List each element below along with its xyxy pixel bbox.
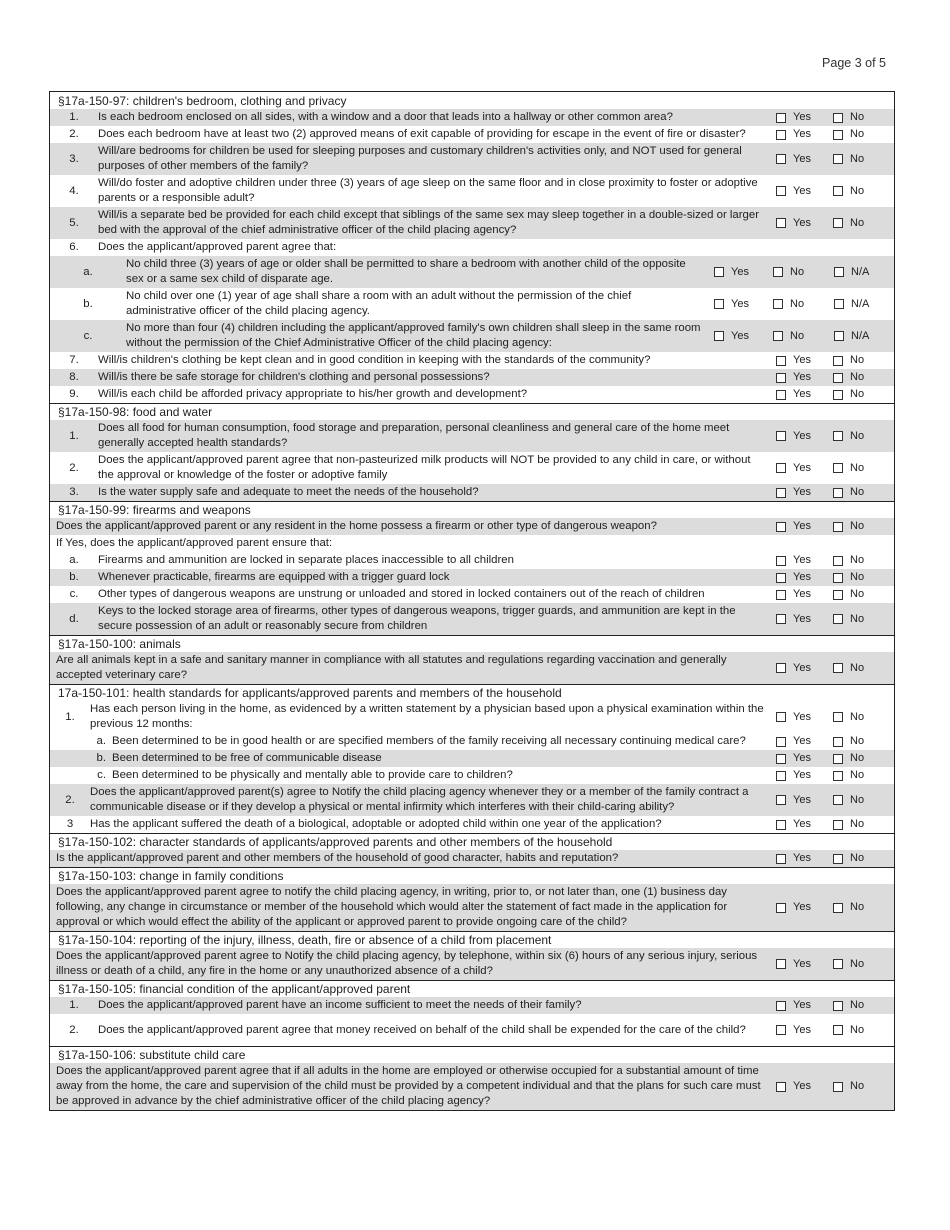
no-checkbox[interactable]: No: [833, 612, 890, 627]
sub-question-letter: b.: [69, 571, 79, 583]
question-text: Does the applicant/approved parent agree to notify the child placing agency, in writing, prior to, or not later than, one (1) business day following, any change in circumstance or member of the household which would alter the statement of fact made in the application for approval or which would effect the ability of the applicant or approved parent to provide ongoing care of the child?: [56, 886, 728, 928]
question-row: [50, 207, 894, 239]
yes-checkbox[interactable]: Yes: [776, 661, 833, 676]
question-row: [50, 884, 894, 931]
question-text: Does the applicant/approved parent or any resident in the home possess a firearm or other type of dangerous weapon?: [56, 520, 657, 532]
yes-checkbox[interactable]: Yes: [714, 297, 773, 312]
checklist-form: [49, 91, 895, 1111]
no-checkbox[interactable]: No: [833, 768, 890, 783]
question-row: [50, 518, 894, 535]
yes-checkbox[interactable]: Yes: [776, 387, 833, 402]
sub-question-letter: d.: [69, 612, 79, 625]
no-checkbox[interactable]: No: [833, 184, 890, 199]
question-text: Been determined to be free of communicable disease: [112, 752, 382, 764]
question-text: Is the applicant/approved parent and other members of the household of good character, habits and reputation?: [56, 852, 619, 864]
sub-question-letter: c.: [83, 329, 93, 342]
question-text: Does all food for human consumption, food storage and preparation, personal cleanliness and general care of the home meet generally accepted health standards?: [98, 422, 730, 449]
no-checkbox[interactable]: No: [833, 152, 890, 167]
no-checkbox[interactable]: No: [833, 587, 890, 602]
sub-question-letter: a.: [83, 265, 93, 278]
question-row: [50, 784, 894, 816]
question-number: 2.: [65, 793, 75, 806]
question-row: [50, 239, 894, 256]
question-text: No child three (3) years of age or older shall be permitted to share a bedroom with another child of the opposite sex or a same sex child of disparate age.: [126, 258, 686, 285]
question-row: [50, 948, 894, 980]
yes-checkbox[interactable]: Yes: [776, 353, 833, 368]
no-checkbox[interactable]: No: [833, 661, 890, 676]
no-checkbox[interactable]: No: [833, 216, 890, 231]
section-header-103: §17a-150-103: change in family conditions: [50, 867, 894, 884]
no-checkbox[interactable]: No: [833, 519, 890, 534]
question-number: 8.: [69, 371, 79, 383]
question-number: 3: [66, 818, 74, 830]
page-number: Page 3 of 5: [822, 56, 886, 70]
question-number: 2.: [69, 1023, 79, 1036]
no-checkbox[interactable]: No: [833, 793, 890, 808]
section-header-98: §17a-150-98: food and water: [50, 403, 894, 420]
sub-question-letter: a.: [96, 735, 106, 747]
question-text: Does the applicant/approved parent agree that if all adults in the home are employed or otherwise occupied for a substantial amount of time away from the home, the care and supervision of the child must be provided by a competent individual and that the plans for such care must be approved in advance by the chief administrative officer of the child placing agency?: [56, 1065, 761, 1107]
no-checkbox[interactable]: No: [833, 110, 890, 125]
question-text: Does the applicant/approved parent agree that:: [98, 241, 337, 253]
question-row: [50, 701, 894, 733]
question-number: 7.: [69, 354, 79, 366]
section-header-105: §17a-150-105: financial condition of the applicant/approved parent: [50, 980, 894, 997]
question-text: Will/is each child be afforded privacy appropriate to his/her growth and development?: [98, 388, 528, 400]
no-checkbox[interactable]: No: [773, 297, 832, 312]
sub-question-letter: c.: [97, 769, 106, 781]
question-text: Does the applicant/approved parent(s) agree to Notify the child placing agency whenever they or a member of the family contract a communicable disease or if they develop a physical or mental infirmity which interferes with their child-caring ability?: [90, 786, 749, 813]
question-text: Will/is there be safe storage for children's clothing and personal possessions?: [98, 371, 490, 383]
section-header-104: §17a-150-104: reporting of the injury, illness, death, fire or absence of a child from placement: [50, 931, 894, 948]
question-row: [50, 997, 894, 1014]
yes-checkbox[interactable]: Yes: [776, 1079, 833, 1094]
question-text: Firearms and ammunition are locked in separate places inaccessible to all children: [98, 554, 514, 566]
yes-checkbox[interactable]: Yes: [776, 110, 833, 125]
sub-question-row: [50, 569, 894, 586]
no-checkbox[interactable]: No: [833, 817, 890, 832]
yes-checkbox[interactable]: Yes: [776, 957, 833, 972]
question-text: Does the applicant/approved parent have an income sufficient to meet the needs of their family?: [98, 999, 582, 1011]
question-row: [50, 484, 894, 501]
question-row: [50, 420, 894, 452]
sub-question-letter: c.: [69, 588, 79, 600]
question-text: Will/is a separate bed be provided for each child except that siblings of the same sex may sleep together in a double-sized or larger bed with the approval of the chief administrative officer of the child placing agency?: [98, 209, 760, 236]
yes-checkbox[interactable]: Yes: [776, 793, 833, 808]
question-row: [50, 452, 894, 484]
yes-checkbox[interactable]: Yes: [776, 851, 833, 866]
yes-checkbox[interactable]: Yes: [714, 329, 773, 344]
question-text: Has each person living in the home, as evidenced by a written statement by a physician based upon a physical examination within the previous 12 months:: [90, 703, 764, 730]
question-number: 1.: [69, 999, 79, 1011]
question-text: Been determined to be in good health or are specified members of the family receiving all necessary continuing medical care?: [112, 735, 746, 747]
sub-question-row: [50, 586, 894, 603]
sub-question-row: [50, 750, 894, 767]
no-checkbox[interactable]: No: [833, 353, 890, 368]
section-header-106: §17a-150-106: substitute child care: [50, 1046, 894, 1063]
question-text: Does the applicant/approved parent agree that money received on behalf of the child shall be expended for the care of the child?: [98, 1023, 746, 1036]
question-row: [50, 352, 894, 369]
na-checkbox[interactable]: N/A: [834, 297, 893, 312]
yes-checkbox[interactable]: Yes: [776, 216, 833, 231]
question-number: 3.: [69, 152, 79, 165]
question-number: 4.: [69, 184, 79, 197]
question-row: [50, 1063, 894, 1110]
question-row: [50, 816, 894, 833]
question-number: 1.: [69, 429, 79, 442]
yes-checkbox[interactable]: Yes: [776, 184, 833, 199]
yes-checkbox[interactable]: Yes: [776, 1023, 833, 1038]
question-number: 9.: [69, 388, 79, 400]
yes-checkbox[interactable]: Yes: [776, 553, 833, 568]
na-checkbox[interactable]: N/A: [834, 329, 893, 344]
sub-question-row: [50, 733, 894, 750]
no-checkbox[interactable]: No: [833, 570, 890, 585]
yes-checkbox[interactable]: Yes: [776, 998, 833, 1013]
sub-question-row: [50, 320, 894, 352]
question-text: No more than four (4) children including the applicant/approved family's own children shall sleep in the same room without the permission of the Chief Administrative Officer of the child placing agency:: [126, 322, 701, 349]
no-checkbox[interactable]: No: [833, 751, 890, 766]
question-row: [50, 652, 894, 684]
sub-question-row: [50, 256, 894, 288]
no-checkbox[interactable]: No: [833, 710, 890, 725]
section-header-100: §17a-150-100: animals: [50, 635, 894, 652]
question-text: Will/do foster and adoptive children under three (3) years of age sleep on the same floor and in close proximity to foster or adoptive parents or a responsible adult?: [98, 177, 758, 204]
yes-checkbox[interactable]: Yes: [776, 817, 833, 832]
no-checkbox[interactable]: No: [833, 461, 890, 476]
no-checkbox[interactable]: No: [833, 900, 890, 915]
question-text: Other types of dangerous weapons are unstrung or unloaded and stored in locked containers out of the reach of children: [98, 588, 705, 600]
yes-checkbox[interactable]: Yes: [776, 461, 833, 476]
question-text: Whenever practicable, firearms are equipped with a trigger guard lock: [98, 571, 450, 583]
yes-checkbox[interactable]: Yes: [776, 734, 833, 749]
no-checkbox[interactable]: No: [833, 127, 890, 142]
question-row: [50, 126, 894, 143]
yes-checkbox[interactable]: Yes: [776, 900, 833, 915]
yes-checkbox[interactable]: Yes: [776, 370, 833, 385]
sub-question-row: [50, 288, 894, 320]
question-text: Is each bedroom enclosed on all sides, with a window and a door that leads into a hallway or other common area?: [98, 111, 673, 123]
question-number: 1.: [65, 710, 75, 723]
section-header-102: §17a-150-102: character standards of applicants/approved parents and other members of the household: [50, 833, 894, 850]
no-checkbox[interactable]: No: [833, 957, 890, 972]
question-text: Keys to the locked storage area of firearms, other types of dangerous weapons, trigger guards, and ammunition are kept in the secure possession of an adult or reasonably secure from children: [98, 605, 736, 632]
question-row: [50, 535, 894, 552]
question-row: [50, 109, 894, 126]
yes-checkbox[interactable]: Yes: [776, 485, 833, 500]
question-row: [50, 175, 894, 207]
question-text: Will/are bedrooms for children be used for sleeping purposes and customary children's activities only, and NOT used for general purposes of other members of the family?: [98, 145, 742, 172]
yes-checkbox[interactable]: Yes: [776, 570, 833, 585]
yes-checkbox[interactable]: Yes: [776, 710, 833, 725]
question-text: Does each bedroom have at least two (2) approved means of exit capable of providing for escape in the event of fire or disaster?: [98, 128, 746, 140]
sub-question-row: [50, 552, 894, 569]
question-text: Will/is children's clothing be kept clean and in good condition in keeping with the standards of the community?: [98, 354, 651, 366]
question-number: 3.: [69, 486, 79, 498]
no-checkbox[interactable]: No: [833, 485, 890, 500]
question-row: [50, 386, 894, 403]
question-row: [50, 369, 894, 386]
no-checkbox[interactable]: No: [833, 734, 890, 749]
no-checkbox[interactable]: No: [833, 851, 890, 866]
question-text: Does the applicant/approved parent agree to Notify the child placing agency, by telephone, within six (6) hours of any serious injury, serious illness or death of a child, any fire in the home or any unauthorized absence of a child?: [56, 950, 758, 977]
sub-question-letter: b.: [83, 297, 93, 310]
yes-checkbox[interactable]: Yes: [776, 152, 833, 167]
sub-question-row: [50, 603, 894, 635]
question-text: Are all animals kept in a safe and sanitary manner in compliance with all statutes and regulations regarding vaccination and generally accepted veterinary care?: [56, 654, 727, 681]
sub-question-letter: a.: [69, 554, 79, 566]
question-row: [50, 1014, 894, 1046]
section-header-101: 17a-150-101: health standards for applicants/approved parents and members of the household: [50, 684, 894, 701]
question-number: 5.: [69, 216, 79, 229]
yes-checkbox[interactable]: Yes: [776, 587, 833, 602]
no-checkbox[interactable]: No: [833, 370, 890, 385]
question-number: 2.: [69, 461, 79, 474]
no-checkbox[interactable]: No: [833, 1079, 890, 1094]
yes-checkbox[interactable]: Yes: [776, 429, 833, 444]
yes-checkbox[interactable]: Yes: [776, 519, 833, 534]
section-header-97: §17a-150-97: children's bedroom, clothing and privacy: [50, 92, 894, 109]
question-number: 6.: [69, 241, 79, 253]
no-checkbox[interactable]: No: [833, 387, 890, 402]
question-text: No child over one (1) year of age shall share a room with an adult without the permission of the chief administrative officer of the child placing agency.: [126, 290, 632, 317]
question-row: [50, 143, 894, 175]
question-text: Been determined to be physically and mentally able to provide care to children?: [112, 769, 513, 781]
yes-checkbox[interactable]: Yes: [776, 127, 833, 142]
yes-checkbox[interactable]: Yes: [776, 612, 833, 627]
no-checkbox[interactable]: No: [833, 553, 890, 568]
no-checkbox[interactable]: No: [833, 998, 890, 1013]
no-checkbox[interactable]: No: [833, 1023, 890, 1038]
question-number: 1.: [69, 111, 79, 123]
question-row: [50, 850, 894, 867]
no-checkbox[interactable]: No: [773, 265, 832, 280]
question-text: Has the applicant suffered the death of a biological, adoptable or adopted child within one year of the application?: [90, 818, 662, 830]
no-checkbox[interactable]: No: [833, 429, 890, 444]
yes-checkbox[interactable]: Yes: [776, 768, 833, 783]
yes-checkbox[interactable]: Yes: [714, 265, 773, 280]
yes-checkbox[interactable]: Yes: [776, 751, 833, 766]
na-checkbox[interactable]: N/A: [834, 265, 893, 280]
sub-question-letter: b.: [96, 752, 106, 764]
no-checkbox[interactable]: No: [773, 329, 832, 344]
sub-question-row: [50, 767, 894, 784]
question-number: 2.: [69, 128, 79, 140]
section-header-99: §17a-150-99: firearms and weapons: [50, 501, 894, 518]
question-text: Does the applicant/approved parent agree that non-pasteurized milk products will NOT be provided to any child in care, or without the approval or knowledge of the foster or adoptive family: [98, 454, 751, 481]
question-text: Is the water supply safe and adequate to meet the needs of the household?: [98, 486, 479, 498]
question-text: If Yes, does the applicant/approved parent ensure that:: [56, 537, 333, 549]
